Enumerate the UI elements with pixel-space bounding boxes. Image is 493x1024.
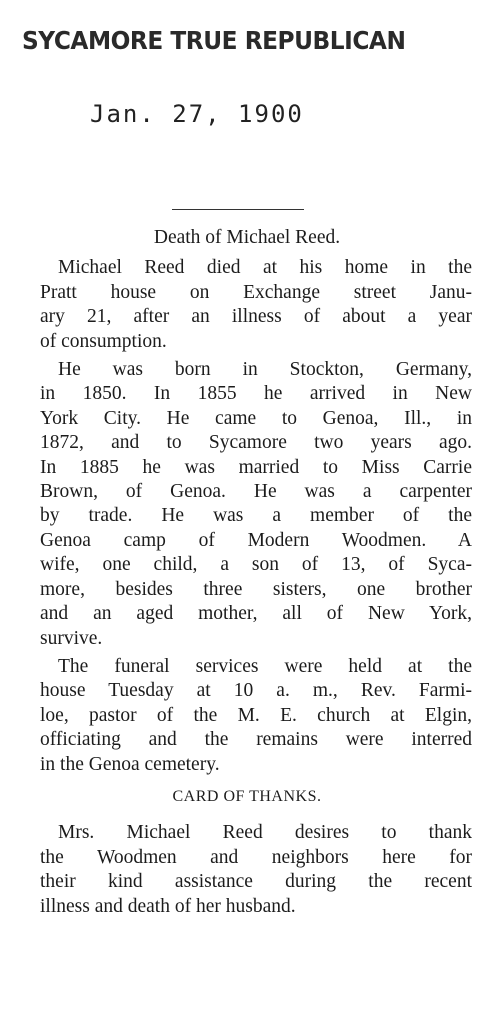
card-of-thanks-heading: CARD OF THANKS.: [172, 787, 322, 805]
text-line: York City. He came to Genoa, Ill., in: [40, 407, 472, 429]
newspaper-name-stamp: SYCAMORE TRUE REPUBLICAN: [22, 26, 406, 55]
text-line: loe, pastor of the M. E. church at Elgin,: [40, 704, 472, 726]
text-line: of consumption.: [40, 330, 167, 352]
text-line: officiating and the remains were interred: [40, 729, 472, 751]
article-paragraph-3: [22, 655, 472, 777]
obituary-article: [22, 226, 472, 923]
text-line: Genoa camp of Modern Woodmen. A: [40, 529, 472, 551]
text-line: survive.: [40, 627, 103, 649]
text-line: in the Genoa cemetery.: [40, 753, 220, 775]
text-line: in 1850. In 1855 he arrived in New: [40, 383, 472, 405]
text-line: Mrs. Michael Reed desires to thank: [58, 822, 472, 844]
text-line: Pratt house on Exchange street Janu-: [40, 281, 472, 303]
article-paragraph-2: [22, 358, 472, 651]
text-line: illness and death of her husband.: [40, 895, 296, 917]
text-line: In 1885 he was married to Miss Carrie: [40, 456, 472, 478]
text-line: ary 21, after an illness of about a year: [40, 306, 472, 328]
text-line: house Tuesday at 10 a. m., Rev. Farmi-: [40, 680, 472, 702]
headline-rule: [172, 209, 304, 210]
text-line: more, besides three sisters, one brother: [40, 578, 472, 600]
text-line: The funeral services were held at the: [58, 655, 472, 677]
text-line: and an aged mother, all of New York,: [40, 603, 472, 625]
text-line: their kind assistance during the recent: [40, 871, 472, 893]
card-of-thanks-paragraph: [22, 821, 472, 919]
publication-date-stamp: Jan. 27, 1900: [90, 100, 304, 128]
text-line: Michael Reed died at his home in the: [58, 257, 472, 279]
text-line: 1872, and to Sycamore two years ago.: [40, 432, 472, 454]
text-line: He was born in Stockton, Germany,: [58, 359, 472, 381]
text-line: wife, one child, a son of 13, of Syca-: [40, 554, 472, 576]
text-line: Brown, of Genoa. He was a carpenter: [40, 481, 472, 503]
text-line: by trade. He was a member of the: [40, 505, 472, 527]
article-headline: Death of Michael Reed.: [153, 227, 341, 248]
article-paragraph-1: [22, 256, 472, 354]
text-line: the Woodmen and neighbors here for: [40, 846, 472, 868]
